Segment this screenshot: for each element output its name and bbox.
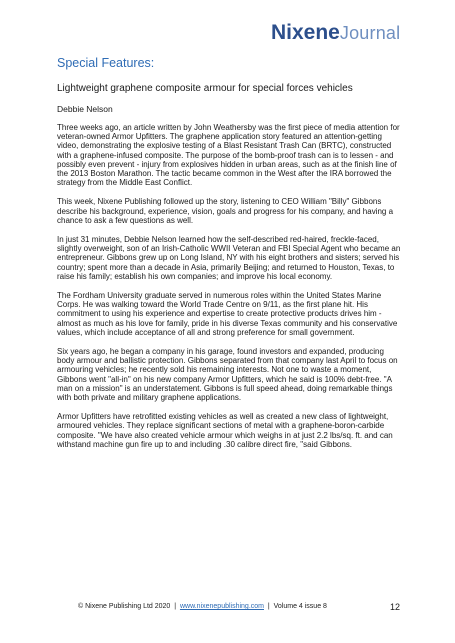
journal-logo [271, 22, 400, 43]
body-paragraph: Six years ago, he began a company in his garage, found investors and expanded, producing body armour and ballistic protection. Gibbons separated from that company last April to focus on armouring vehicles; he recently sold his remaining interests. Not one to waste a moment, Gibbons went "all-in" on his new company Armor Upfitters, which he said is 100% debt-free. "A man on a mission" is an understatement. Gibbons is full speed ahead, doing remarkable things with both private and military graphene applications. [57, 347, 398, 403]
body-paragraph: Armor Upfitters have retrofitted existing vehicles as well as created a new class of lightweight, armoured vehicles. They replace significant sections of metal with a graphene-boron-carbide composite. "We have also created vehicle armour which weighs in at just 2.2 lbs/sq. ft. and can withstand machine gun fire up to and including .30 calibre direct fire, "said Gibbons. [57, 412, 393, 449]
footer-copyright: © Nixene Publishing Ltd 2020 [78, 603, 171, 610]
section-title: Special Features: [57, 56, 155, 70]
logo-primary-text: Nixene [271, 21, 340, 44]
footer-separator: | [174, 603, 177, 610]
body-paragraph: This week, Nixene Publishing followed up the story, listening to CEO William "Billy" Gibbons describe his background, experience, vision, goals and progress for his company, and having a chance to ask a few questions as well. [57, 197, 394, 225]
page-number: 12 [390, 602, 401, 612]
footer-volume: Volume 4 issue 8 [273, 603, 327, 610]
article-title: Lightweight graphene composite armour for special forces vehicles [57, 83, 353, 94]
footer-website-link[interactable]: www.nixenepublishing.com [179, 603, 264, 610]
author-name: Debbie Nelson [57, 104, 113, 114]
body-paragraph: Three weeks ago, an article written by John Weathersby was the first piece of media attention for veteran-owned Armor Upfitters. The graphene application story featured an attention-getting video, demonstrating the explosive testing of a Blast Resistant Trash Can (BRTC), constructed with a graphene-infused composite. The purpose of the bomb-proof trash can is to lessen - and possibly even prevent - injury from explosives hidden in urban areas, such as at the finish line of the 2013 Boston Marathon. The tactic became common in the West after the IRA borrowed the strategy from the Middle East Conflict. [57, 123, 400, 188]
logo-secondary-text: Journal [339, 23, 401, 43]
footer-separator: | [267, 603, 270, 610]
article-body [57, 123, 402, 459]
body-paragraph: The Fordham University graduate served in numerous roles within the United States Marine Corps. He was walking toward the World Trade Centre on 9/11, as the first plane hit. His commitment to using his experience and expertise to create protective products drives him - almost as much as his love for family, pride in his diverse Texas community and his conservative values, which include acceptance of all and strong preference for small government. [57, 291, 398, 337]
body-paragraph: In just 31 minutes, Debbie Nelson learned how the self-described red-haired, freckle-faced, slightly overweight, son of an Irish-Catholic WWII Veteran and FBI Special Agent who became an entrepreneur. Gibbons grew up on Long Island, NY with his eight brothers and sisters; served his country; spent more than a decade in Asia, primarily Beijing; and returned to Houston, Texas, to raise his family; establish his own companies; and improve his local economy. [57, 235, 401, 281]
